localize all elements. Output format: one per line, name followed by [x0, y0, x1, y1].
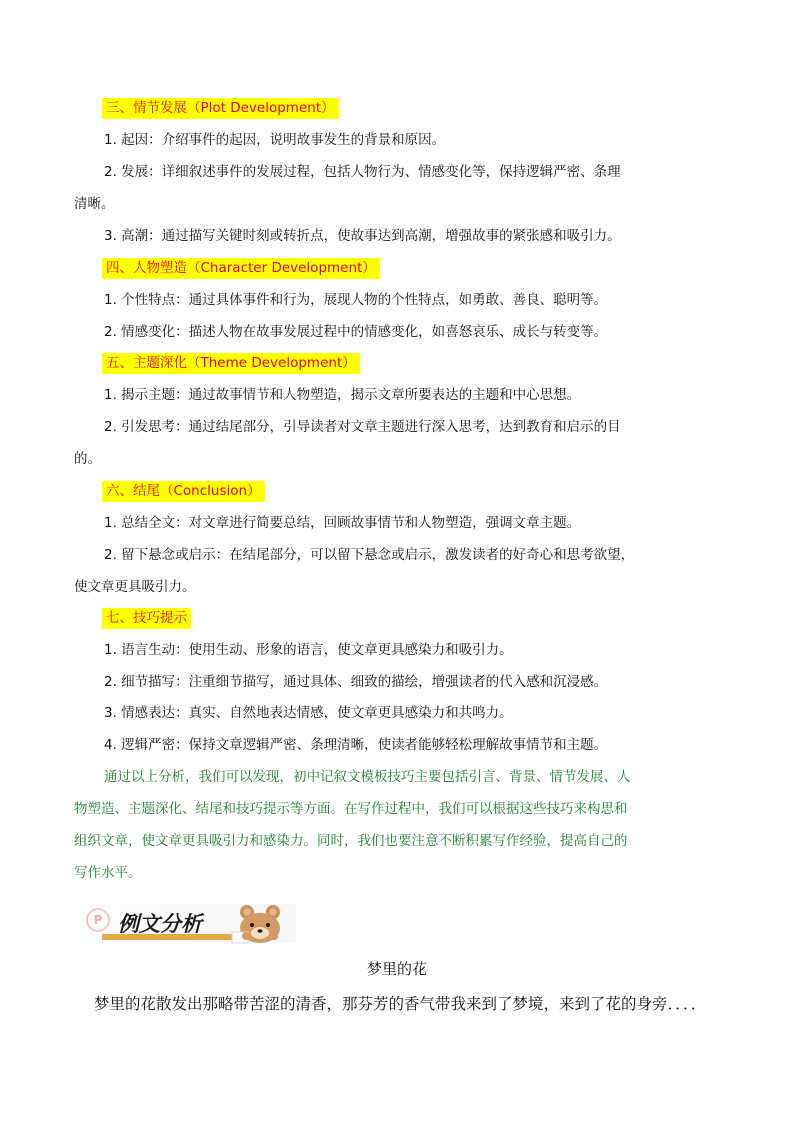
- essay-first-line: 梦里的花散发出那略带苦涩的清香，那芬芳的香气带我来到了梦境，来到了花的身旁．．．．: [94, 995, 707, 1013]
- tips-item-1: 1. 语言生动：使用生动、形象的语言，使文章更具感染力和吸引力。: [104, 642, 513, 658]
- tips-item-2: 2. 细节描写：注重细节描写，通过具体、细致的描绘，增强读者的代入感和沉浸感。: [104, 674, 608, 690]
- summary-line-2: 物塑造、主题深化、结尾和技巧提示等方面。在写作过程中，我们可以根据这些技巧来构思和: [74, 801, 628, 817]
- section-heading-plot: 三、情节发展（Plot Development）: [102, 98, 339, 119]
- section-heading-conclusion: 六、结尾（Conclusion）: [102, 481, 265, 502]
- theme-item-2-cont: 的。: [74, 451, 101, 467]
- character-item-1: 1. 个性特点：通过具体事件和行为，展现人物的个性特点，如勇敢、善良、聪明等。: [104, 292, 608, 308]
- badge-title: 例文分析: [118, 912, 202, 936]
- section-heading-character: 四、人物塑造（Character Development）: [102, 258, 380, 279]
- plot-item-3: 3. 高潮：通过描写关键时刻或转折点，使故事达到高潮，增强故事的紧张感和吸引力。: [104, 228, 621, 244]
- conclusion-item-2-cont: 使文章更具吸引力。: [74, 579, 196, 595]
- essay-title: 梦里的花: [366, 960, 427, 978]
- theme-item-1: 1. 揭示主题：通过故事情节和人物塑造，揭示文章所要表达的主题和中心思想。: [104, 387, 581, 403]
- section-heading-theme: 五、主题深化（Theme Development）: [102, 353, 360, 374]
- badge-logo-icon: P: [86, 908, 110, 932]
- theme-item-2: 2. 引发思考：通过结尾部分，引导读者对文章主题进行深入思考，达到教育和启示的目: [104, 419, 621, 435]
- section-heading-tips: 七、技巧提示: [102, 608, 191, 629]
- summary-line-4: 写作水平。: [74, 865, 142, 881]
- conclusion-item-1: 1. 总结全文：对文章进行简要总结，回顾故事情节和人物塑造，强调文章主题。: [104, 515, 581, 531]
- character-item-2: 2. 情感变化：描述人物在故事发展过程中的情感变化，如喜怒哀乐、成长与转变等。: [104, 324, 608, 340]
- plot-item-1: 1. 起因：介绍事件的起因，说明故事发生的背景和原因。: [104, 132, 446, 148]
- plot-item-2-cont: 清晰。: [74, 196, 115, 212]
- summary-line-1: 通过以上分析，我们可以发现，初中记叙文模板技巧主要包括引言、背景、情节发展、人: [104, 769, 631, 785]
- example-analysis-badge: [72, 900, 296, 944]
- conclusion-item-2: 2. 留下悬念或启示：在结尾部分，可以留下悬念或启示，激发读者的好奇心和思考欲望，: [104, 547, 635, 563]
- plot-item-2: 2. 发展：详细叙述事件的发展过程，包括人物行为、情感变化等，保持逻辑严密、条理: [104, 164, 621, 180]
- tips-item-4: 4. 逻辑严密：保持文章逻辑严密、条理清晰，使读者能够轻松理解故事情节和主题。: [104, 737, 608, 753]
- summary-line-3: 组织文章，使文章更具吸引力和感染力。同时，我们也要注意不断积累写作经验，提高自己的: [74, 833, 628, 849]
- bear-icon: [230, 902, 290, 944]
- tips-item-3: 3. 情感表达：真实、自然地表达情感，使文章更具感染力和共鸣力。: [104, 705, 513, 721]
